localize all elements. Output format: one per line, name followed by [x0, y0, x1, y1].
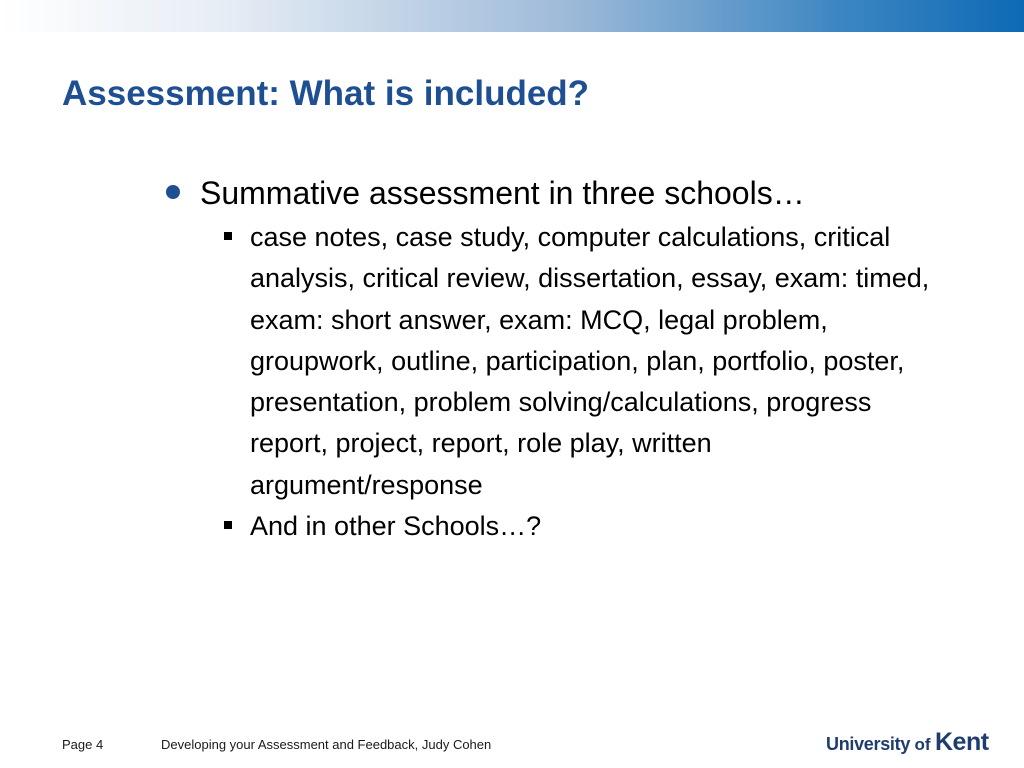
logo-word-kent: Kent [935, 728, 989, 756]
logo-word-of: of [914, 735, 931, 754]
slide-content [160, 172, 950, 547]
round-bullet-icon [166, 185, 180, 199]
sub-bullet-list [160, 217, 950, 547]
square-bullet-icon [224, 232, 232, 240]
sub-bullet-text: And in other Schools…? [250, 511, 542, 542]
bullet-text: Summative assessment in three schools… [200, 175, 805, 211]
footer-caption: Developing your Assessment and Feedback, Judy Cohen [161, 737, 492, 752]
header-gradient-band [0, 0, 1024, 32]
logo-word-university: University [826, 734, 911, 754]
slide-title: Assessment: What is included? [62, 74, 590, 113]
sub-bullet-item [160, 506, 950, 547]
page-number: Page 4 [62, 737, 104, 752]
sub-bullet-text: case notes, case study, computer calculations, critical analysis, critical review, dissertation, essay, exam: timed, exam: short answer, exam: MCQ, legal problem, groupwork, outline, participation, plan, portfolio, poster, presentation, problem solving/calculations, progress report, project, report, role play, written argument/response [250, 222, 930, 500]
square-bullet-icon [224, 521, 232, 529]
university-logo [826, 728, 989, 757]
bullet-item [160, 172, 950, 214]
sub-bullet-item [160, 217, 950, 506]
